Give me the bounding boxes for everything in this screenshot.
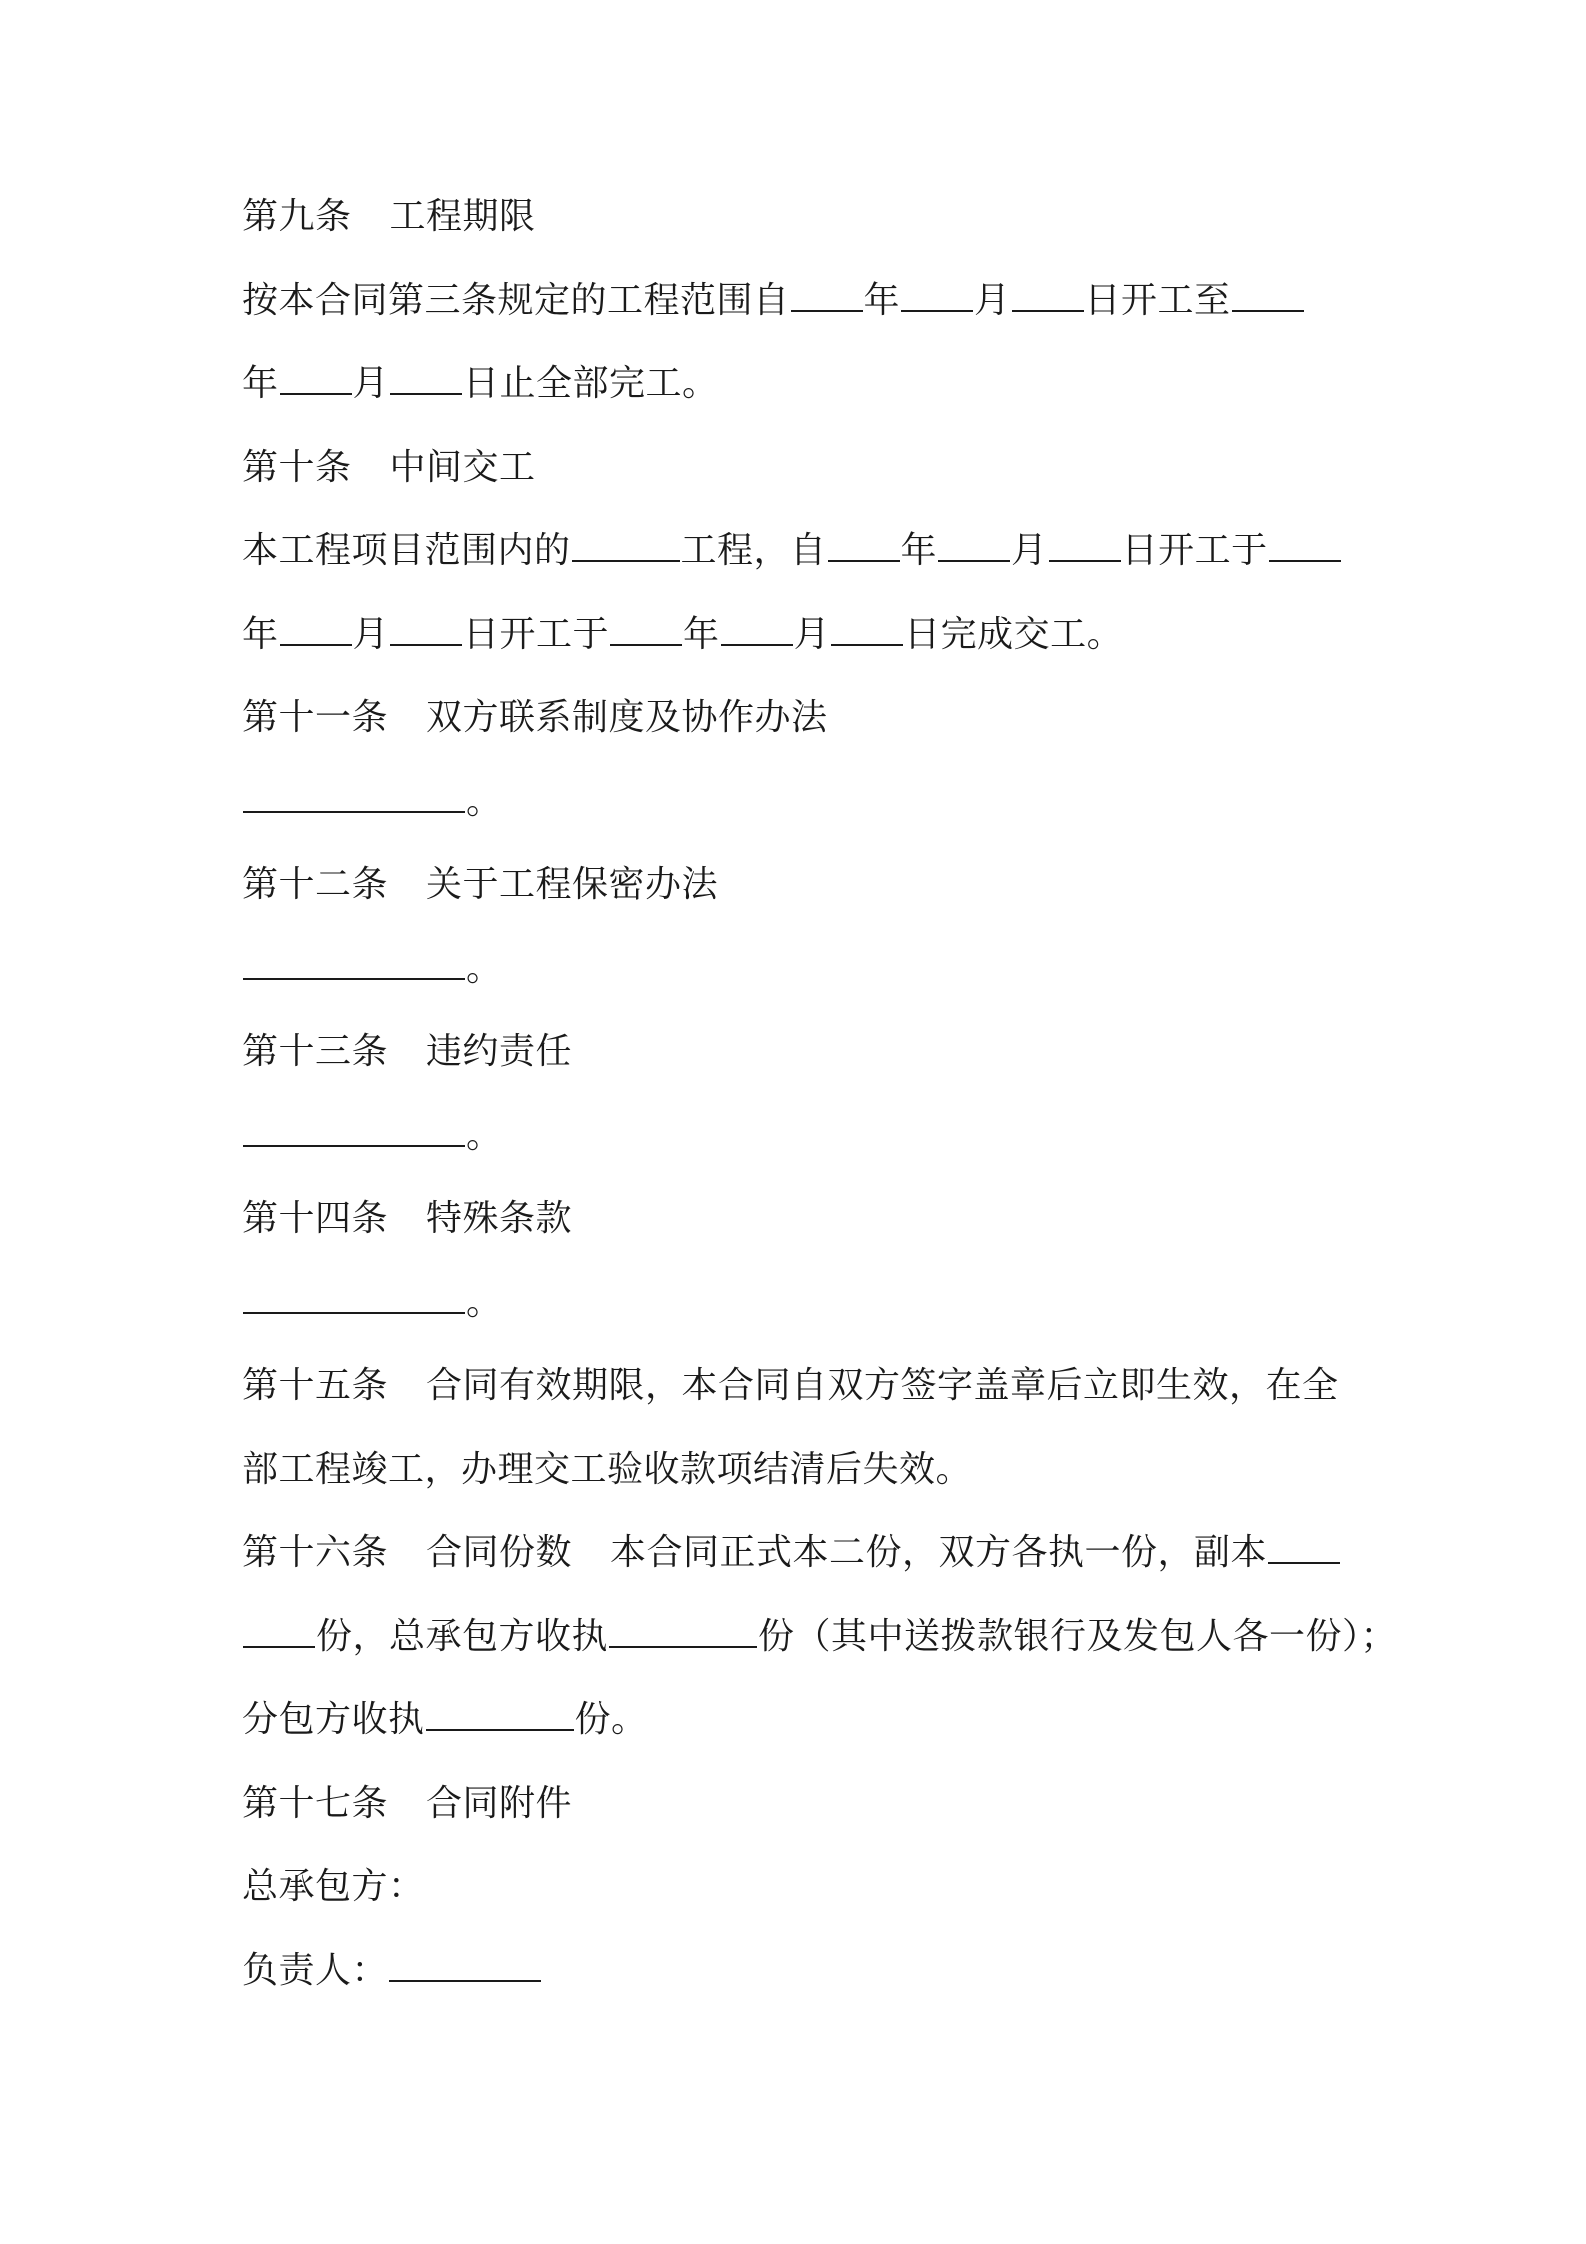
blank-line: [390, 363, 462, 395]
signature-contractor: [242, 1866, 1362, 1950]
article-15-line-1: [242, 1365, 1362, 1449]
article-number: 第十一条: [242, 697, 389, 738]
article-number: 第十三条: [242, 1031, 389, 1072]
article-16-line-2: [242, 1615, 1398, 1700]
article-14-heading: [242, 1198, 1362, 1282]
article-title: 工程期限: [389, 196, 536, 237]
blank-line: [243, 781, 465, 813]
text-segment: 年: [242, 613, 279, 655]
article-16-line-1: [242, 1532, 1362, 1616]
blank-line: [390, 614, 462, 646]
blank-line: [280, 614, 352, 646]
blank-line: [389, 1950, 541, 1982]
blank-line: [1049, 530, 1121, 562]
blank-line: [243, 1282, 465, 1314]
article-title: 关于工程保密办法: [426, 864, 719, 905]
person-in-charge-label: 负责人：: [242, 1949, 389, 1991]
text-segment: 本工程项目范围内的: [242, 530, 571, 571]
text-segment: 。: [466, 1281, 503, 1323]
text-segment: 部工程竣工，办理交工验收款项结清后失效。: [242, 1448, 973, 1490]
blank-line: [1269, 530, 1341, 562]
text-segment: 年: [683, 613, 720, 655]
text-segment: 分包方收执: [242, 1699, 425, 1740]
text-segment: 份（其中送拨款银行及发包人各一份）；: [758, 1615, 1398, 1657]
article-16-line-3: [242, 1699, 1362, 1783]
contract-page: [242, 196, 1398, 2033]
text-segment: 本合同正式本二份，双方各执一份，副本: [610, 1532, 1268, 1573]
text-segment: 工程，自: [680, 530, 827, 571]
text-segment: 日完成交工。: [904, 613, 1124, 655]
article-12-heading: [242, 864, 1362, 948]
article-11-heading: [242, 697, 1362, 781]
text-segment: 月: [352, 363, 390, 404]
article-15-line-2: [242, 1449, 1362, 1533]
article-9-line-2: [242, 363, 1362, 447]
article-10-heading: [242, 447, 1362, 531]
text-segment: 日止全部完工。: [463, 363, 719, 404]
text-segment: 月: [352, 613, 390, 655]
article-number: 第十条: [242, 446, 352, 488]
blank-line: [791, 280, 863, 312]
text-segment: 日开工至: [1084, 279, 1231, 321]
blank-line: [426, 1699, 574, 1731]
blank-line: [831, 614, 903, 646]
article-10-line-1: [242, 530, 1362, 614]
text-segment: 年: [900, 530, 938, 571]
text-segment: 。: [466, 947, 503, 989]
blank-line: [721, 614, 793, 646]
blank-line: [1268, 1532, 1340, 1564]
article-number: 第十六条: [242, 1532, 389, 1573]
article-number: 第十二条: [242, 864, 389, 905]
blank-line: [1012, 280, 1084, 312]
article-title: 中间交工: [389, 446, 536, 488]
article-title: 双方联系制度及协作办法: [426, 697, 828, 738]
text-segment: 。: [466, 1114, 503, 1156]
article-number: 第十五条: [242, 1365, 389, 1406]
text-segment: 日开工于: [1121, 530, 1268, 571]
article-14-body: [242, 1282, 1362, 1366]
article-10-line-2: [242, 614, 1362, 698]
blank-line: [610, 614, 682, 646]
article-title: 合同附件: [426, 1782, 573, 1824]
blank-line: [243, 948, 465, 980]
blank-line: [1232, 280, 1304, 312]
blank-line: [828, 530, 900, 562]
article-13-heading: [242, 1031, 1362, 1115]
article-13-body: [242, 1115, 1362, 1199]
article-17-heading: [242, 1783, 1362, 1867]
text-segment: 月: [1011, 530, 1048, 571]
text-segment: 日开工于: [463, 613, 610, 655]
text-segment: 份。: [574, 1699, 648, 1740]
text-segment: 份，总承包方收执: [316, 1615, 609, 1657]
text-segment: 月: [793, 613, 831, 655]
article-11-body: [242, 781, 1362, 865]
article-title: 合同份数: [426, 1532, 573, 1573]
blank-line: [243, 1115, 465, 1147]
blank-line: [243, 1616, 315, 1648]
article-9-line-1: [242, 280, 1362, 364]
blank-line: [901, 280, 973, 312]
article-9-heading: [242, 196, 1362, 280]
blank-line: [938, 530, 1010, 562]
article-number: 第十七条: [242, 1782, 389, 1824]
article-title: 特殊条款: [426, 1198, 573, 1239]
blank-line: [572, 530, 680, 562]
signature-person-in-charge: [242, 1950, 1362, 2034]
article-number: 第九条: [242, 196, 352, 237]
blank-line: [609, 1616, 757, 1648]
text-segment: 年: [242, 363, 279, 404]
article-title: 违约责任: [426, 1031, 573, 1072]
text-segment: 年: [863, 279, 901, 321]
text-segment: 。: [466, 780, 503, 822]
text-segment: 合同有效期限，本合同自双方签字盖章后立即生效，在全: [426, 1365, 1339, 1406]
article-number: 第十四条: [242, 1198, 389, 1239]
article-12-body: [242, 948, 1362, 1032]
text-segment: 按本合同第三条规定的工程范围自: [242, 279, 790, 321]
text-segment: 月: [974, 279, 1011, 321]
blank-line: [280, 363, 352, 395]
contractor-label: 总承包方：: [242, 1866, 425, 1907]
